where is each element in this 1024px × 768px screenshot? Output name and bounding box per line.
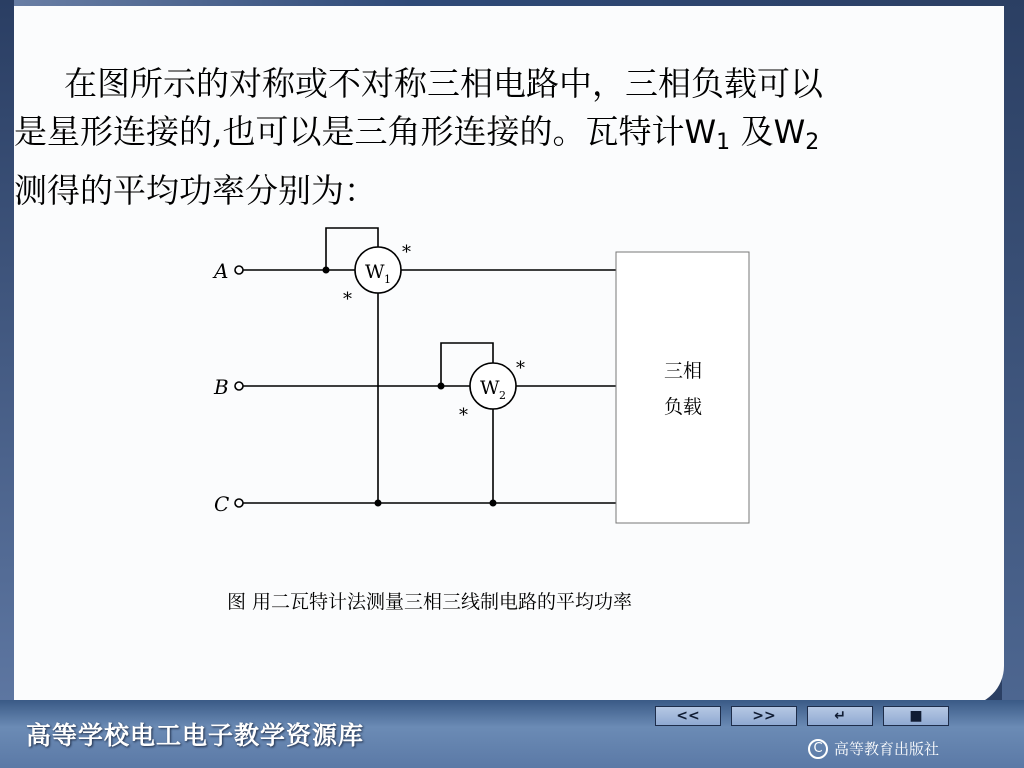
w1-label-sub: 1 — [384, 273, 391, 286]
stop-square-icon: ■ — [909, 708, 923, 724]
load-label-line-2: 负载 — [664, 396, 703, 418]
junction-dot — [438, 383, 445, 390]
stop-button[interactable] — [883, 706, 949, 726]
double-right-arrow-icon: >> — [752, 708, 776, 724]
double-left-arrow-icon: << — [676, 708, 700, 724]
publisher-name: 高等教育出版社 — [834, 740, 940, 758]
polarity-mark-w1-current: * — [343, 289, 352, 310]
phase-label-c: C — [214, 492, 230, 516]
meter-2-subscript: 2 — [805, 130, 820, 155]
return-button[interactable] — [807, 706, 873, 726]
return-arrow-icon: ↵ — [834, 708, 846, 724]
terminal-c — [235, 499, 243, 507]
meter-2-symbol: W — [773, 113, 806, 151]
three-phase-load-box — [616, 252, 749, 523]
prev-slide-button[interactable] — [655, 706, 721, 726]
phase-label-a: A — [214, 259, 229, 283]
terminal-b — [235, 382, 243, 390]
copyright-icon: C — [808, 739, 828, 759]
w1-label: W — [365, 261, 385, 283]
next-slide-button[interactable] — [731, 706, 797, 726]
slide-line-2-prefix: 是星形连接的,也可以是三角形连接的。瓦特计 — [14, 112, 685, 151]
meter-1-subscript: 1 — [716, 130, 731, 155]
w2-label: W — [480, 377, 500, 399]
publisher-credit — [808, 738, 939, 759]
figure-caption: 图 用二瓦特计法测量三相三线制电路的平均功率 — [227, 591, 633, 613]
junction-dot — [490, 500, 497, 507]
w2-label-sub: 2 — [499, 389, 506, 402]
polarity-mark-w2-voltage: * — [516, 358, 525, 379]
terminal-a — [235, 266, 243, 274]
slide-line-2-mid: 及 — [730, 112, 774, 151]
load-label-line-1: 三相 — [664, 360, 703, 382]
meter-1-symbol: W — [684, 113, 717, 151]
junction-dot — [375, 500, 382, 507]
slide-line-1: 在图所示的对称或不对称三相电路中，三相负载可以 — [64, 64, 823, 103]
junction-dot — [323, 267, 330, 274]
footer-title: 高等学校电工电子教学资源库 — [26, 721, 365, 750]
polarity-mark-w2-current: * — [459, 405, 468, 426]
slide-line-3: 测得的平均功率分别为： — [14, 171, 377, 210]
phase-label-b: B — [214, 375, 229, 399]
polarity-mark-w1-voltage: * — [402, 242, 411, 263]
